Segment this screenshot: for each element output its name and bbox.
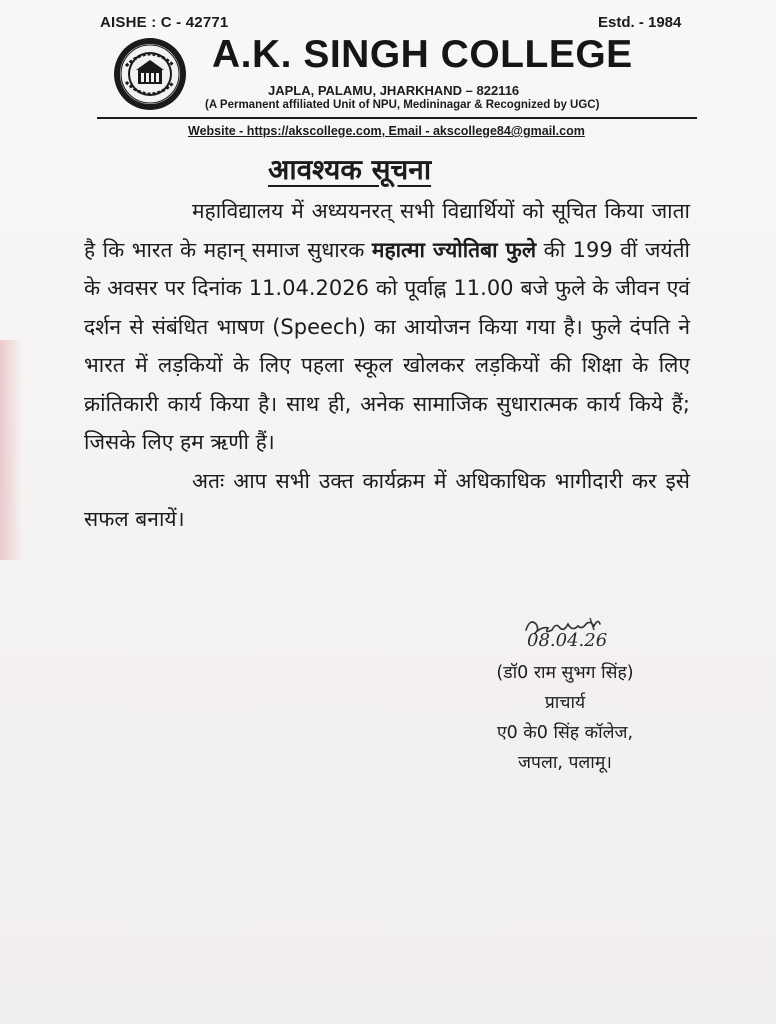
college-affiliation: (A Permanent affiliated Unit of NPU, Medininagar & Recognized by UGC): [205, 99, 600, 111]
signatory-college: ए0 के0 सिंह कॉलेज,: [496, 723, 634, 743]
signatory-designation: प्राचार्य: [544, 693, 586, 713]
notice-title: आवश्यक सूचना: [268, 153, 432, 186]
notice-paragraph-1: [84, 192, 690, 462]
signatory-place: जपला, पलामू।: [518, 753, 612, 773]
aishe-code: AISHE : C - 42771: [100, 14, 229, 31]
honoree-name: महात्मा ज्योतिबा फुले: [371, 237, 537, 262]
notice-paragraph-2: अतः आप सभी उक्त कार्यक्रम में अधिकाधिक भागीदारी कर इसे सफल बनायें।: [84, 468, 690, 531]
paragraph-1-text-b: की 199 वीं जयंती के अवसर पर दिनांक 11.04.2026 को पूर्वाह्न 11.00 बजे फुले के जीवन एवं दर्शन से संबंधित भाषण (Speech) का आयोजन किया गया है। फुले दंपति ने भारत में लड़कियों के लिए पहला स्कूल खोलकर लड़कियों की शिक्षा के लिए क्रांतिकारी कार्य किया है। साथ ही, अनेक सामाजिक सुधारात्मक कार्य किये हैं; जिसके लिए हम ऋणी हैं।: [84, 237, 690, 454]
signatory-name: (डॉ0 राम सुभग सिंह): [496, 663, 634, 683]
notice-body: [84, 192, 690, 539]
header-divider: [97, 117, 697, 119]
signature-date: 08.04.26: [527, 630, 608, 651]
college-name: A.K. SINGH COLLEGE: [212, 33, 633, 76]
contact-line: Website - https://akscollege.com, Email - akscollege84@gmail.com: [188, 124, 585, 138]
paragraph-1-text-a: महाविद्यालय में अध्ययनरत् सभी विद्यार्थियों को सूचित किया जाता है कि भारत के महान् समाज सुधारक: [84, 199, 690, 262]
established-year: Estd. - 1984: [598, 14, 682, 31]
college-seal-icon: [112, 36, 188, 112]
signatory-block: [455, 658, 675, 778]
college-address: JAPLA, PALAMU, JHARKHAND – 822116: [268, 83, 520, 98]
paper-edge-mark: [0, 340, 22, 560]
